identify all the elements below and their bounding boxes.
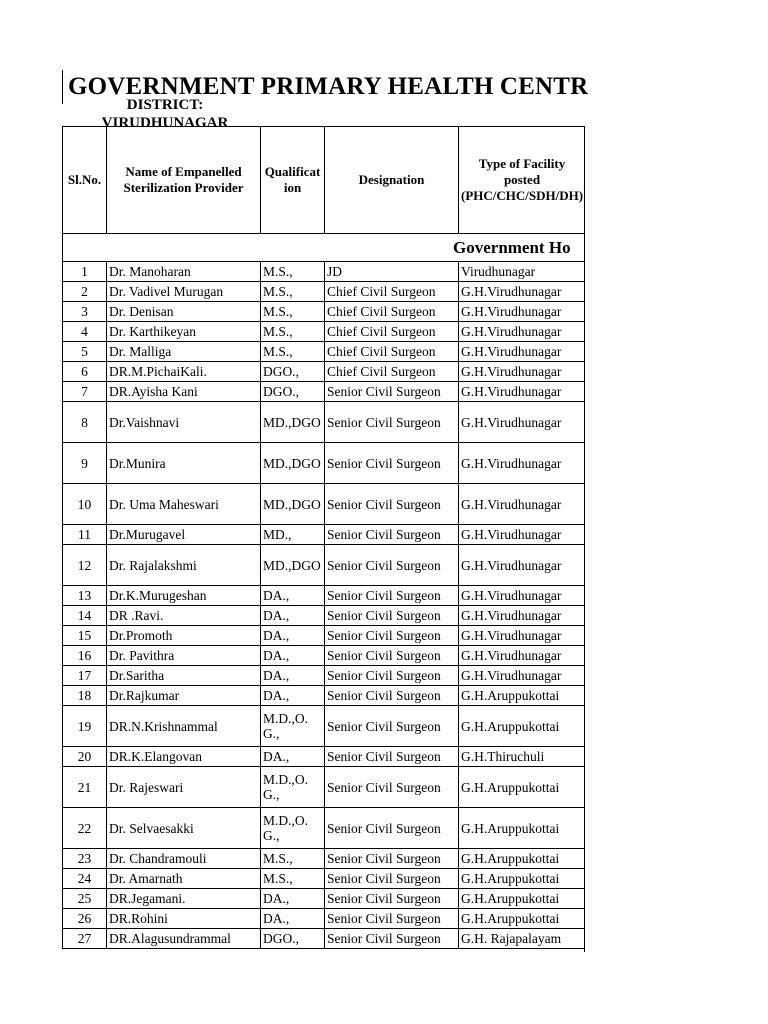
qualification-cell: DGO., bbox=[261, 929, 325, 949]
sl-cell: 26 bbox=[63, 909, 107, 929]
table-row bbox=[63, 302, 586, 322]
table-row bbox=[63, 686, 586, 706]
designation-cell: Senior Civil Surgeon bbox=[325, 443, 459, 484]
designation-cell: JD bbox=[325, 262, 459, 282]
name-cell: Dr. Karthikeyan bbox=[107, 322, 261, 342]
table-row bbox=[63, 909, 586, 929]
qualification-cell: DA., bbox=[261, 686, 325, 706]
table-row bbox=[63, 443, 586, 484]
sl-cell: 18 bbox=[63, 686, 107, 706]
designation-cell: Chief Civil Surgeon bbox=[325, 282, 459, 302]
providers-sheet bbox=[62, 126, 585, 952]
name-cell: Dr. Vadivel Murugan bbox=[107, 282, 261, 302]
name-cell: Dr. Amarnath bbox=[107, 869, 261, 889]
qualification-cell: DA., bbox=[261, 606, 325, 626]
name-cell: Dr. Malliga bbox=[107, 342, 261, 362]
sl-cell: 23 bbox=[63, 849, 107, 869]
facility-cell: G.H.Virudhunagar bbox=[459, 443, 586, 484]
qualification-cell: DA., bbox=[261, 909, 325, 929]
qualification-cell: M.D.,O.G., bbox=[261, 706, 325, 747]
designation-cell: Senior Civil Surgeon bbox=[325, 889, 459, 909]
col-header-name: Name of Empanelled Sterilization Provider bbox=[107, 127, 261, 234]
name-cell: Dr. Chandramouli bbox=[107, 849, 261, 869]
designation-cell: Senior Civil Surgeon bbox=[325, 545, 459, 586]
sl-cell: 13 bbox=[63, 586, 107, 606]
sl-cell: 21 bbox=[63, 767, 107, 808]
qualification-cell: M.D.,O.G., bbox=[261, 808, 325, 849]
sl-cell: 22 bbox=[63, 808, 107, 849]
name-cell: DR .Ravi. bbox=[107, 606, 261, 626]
sl-cell: 27 bbox=[63, 929, 107, 949]
name-cell: Dr. Rajalakshmi bbox=[107, 545, 261, 586]
designation-cell: Chief Civil Surgeon bbox=[325, 322, 459, 342]
sl-cell: 3 bbox=[63, 302, 107, 322]
designation-cell: Senior Civil Surgeon bbox=[325, 747, 459, 767]
designation-cell: Senior Civil Surgeon bbox=[325, 808, 459, 849]
facility-cell: G.H.Thiruchuli bbox=[459, 747, 586, 767]
designation-cell: Senior Civil Surgeon bbox=[325, 909, 459, 929]
qualification-cell: M.S., bbox=[261, 302, 325, 322]
qualification-cell: M.S., bbox=[261, 282, 325, 302]
table-row bbox=[63, 646, 586, 666]
table-row bbox=[63, 545, 586, 586]
facility-cell: G.H.Virudhunagar bbox=[459, 282, 586, 302]
facility-cell: G.H.Aruppukottai bbox=[459, 808, 586, 849]
sl-cell: 20 bbox=[63, 747, 107, 767]
name-cell: Dr.K.Murugeshan bbox=[107, 586, 261, 606]
qualification-cell: DGO., bbox=[261, 362, 325, 382]
qualification-cell: M.S., bbox=[261, 322, 325, 342]
col-header-slno: Sl.No. bbox=[63, 127, 107, 234]
facility-cell: G.H.Aruppukottai bbox=[459, 849, 586, 869]
designation-cell: Senior Civil Surgeon bbox=[325, 586, 459, 606]
designation-cell: Chief Civil Surgeon bbox=[325, 302, 459, 322]
sl-cell: 16 bbox=[63, 646, 107, 666]
sl-cell: 7 bbox=[63, 382, 107, 402]
name-cell: Dr. Uma Maheswari bbox=[107, 484, 261, 525]
designation-cell: Senior Civil Surgeon bbox=[325, 929, 459, 949]
facility-cell: G.H.Virudhunagar bbox=[459, 402, 586, 443]
col-header-designation: Designation bbox=[325, 127, 459, 234]
sl-cell: 2 bbox=[63, 282, 107, 302]
qualification-cell: M.S., bbox=[261, 849, 325, 869]
designation-cell: Senior Civil Surgeon bbox=[325, 646, 459, 666]
name-cell: DR.K.Elangovan bbox=[107, 747, 261, 767]
facility-cell: G.H.Virudhunagar bbox=[459, 302, 586, 322]
facility-cell: G.H. Rajapalayam bbox=[459, 929, 586, 949]
table-row bbox=[63, 402, 586, 443]
table-row bbox=[63, 525, 586, 545]
table-row bbox=[63, 262, 586, 282]
designation-cell: Chief Civil Surgeon bbox=[325, 362, 459, 382]
designation-cell: Senior Civil Surgeon bbox=[325, 686, 459, 706]
section-title: Government Ho bbox=[63, 234, 586, 262]
table-row bbox=[63, 747, 586, 767]
facility-cell: G.H.Aruppukottai bbox=[459, 767, 586, 808]
sl-cell: 8 bbox=[63, 402, 107, 443]
sl-cell: 5 bbox=[63, 342, 107, 362]
sl-cell: 19 bbox=[63, 706, 107, 747]
name-cell: Dr. Pavithra bbox=[107, 646, 261, 666]
table-row bbox=[63, 889, 586, 909]
sl-cell: 11 bbox=[63, 525, 107, 545]
sl-cell: 25 bbox=[63, 889, 107, 909]
facility-cell: G.H.Aruppukottai bbox=[459, 686, 586, 706]
table-row bbox=[63, 282, 586, 302]
table-row bbox=[63, 869, 586, 889]
name-cell: Dr.Promoth bbox=[107, 626, 261, 646]
designation-cell: Senior Civil Surgeon bbox=[325, 706, 459, 747]
qualification-cell: DA., bbox=[261, 586, 325, 606]
facility-cell: G.H.Virudhunagar bbox=[459, 666, 586, 686]
sheet-right-edge bbox=[584, 126, 585, 952]
qualification-cell: DA., bbox=[261, 626, 325, 646]
facility-cell: G.H.Aruppukottai bbox=[459, 889, 586, 909]
sl-cell: 10 bbox=[63, 484, 107, 525]
qualification-cell: M.D.,O.G., bbox=[261, 767, 325, 808]
qualification-cell: MD.,DGO bbox=[261, 402, 325, 443]
sl-cell: 6 bbox=[63, 362, 107, 382]
table-row bbox=[63, 626, 586, 646]
table-row bbox=[63, 606, 586, 626]
qualification-cell: DA., bbox=[261, 889, 325, 909]
sl-cell: 17 bbox=[63, 666, 107, 686]
designation-cell: Senior Civil Surgeon bbox=[325, 626, 459, 646]
facility-cell: G.H.Virudhunagar bbox=[459, 322, 586, 342]
table-row bbox=[63, 484, 586, 525]
name-cell: Dr.Vaishnavi bbox=[107, 402, 261, 443]
designation-cell: Senior Civil Surgeon bbox=[325, 402, 459, 443]
col-header-facility: Type of Facility posted (PHC/CHC/SDH/DH) bbox=[459, 127, 586, 234]
facility-cell: G.H.Virudhunagar bbox=[459, 626, 586, 646]
facility-cell: G.H.Virudhunagar bbox=[459, 586, 586, 606]
table-row bbox=[63, 382, 586, 402]
designation-cell: Senior Civil Surgeon bbox=[325, 382, 459, 402]
facility-cell: G.H.Aruppukottai bbox=[459, 909, 586, 929]
facility-cell: G.H.Virudhunagar bbox=[459, 525, 586, 545]
table-row bbox=[63, 362, 586, 382]
qualification-cell: DA., bbox=[261, 666, 325, 686]
designation-cell: Senior Civil Surgeon bbox=[325, 525, 459, 545]
name-cell: Dr. Denisan bbox=[107, 302, 261, 322]
name-cell: DR.Jegamani. bbox=[107, 889, 261, 909]
name-cell: Dr. Manoharan bbox=[107, 262, 261, 282]
col-header-qualification: Qualification bbox=[261, 127, 325, 234]
facility-cell: Virudhunagar bbox=[459, 262, 586, 282]
facility-cell: G.H.Aruppukottai bbox=[459, 869, 586, 889]
designation-cell: Chief Civil Surgeon bbox=[325, 342, 459, 362]
page-title: GOVERNMENT PRIMARY HEALTH CENTR bbox=[68, 73, 588, 100]
section-row bbox=[63, 234, 586, 262]
qualification-cell: MD.,DGO bbox=[261, 484, 325, 525]
qualification-cell: DGO., bbox=[261, 382, 325, 402]
table-row bbox=[63, 666, 586, 686]
name-cell: DR.M.PichaiKali. bbox=[107, 362, 261, 382]
district-label: DISTRICT: VIRUDHUNAGAR bbox=[101, 97, 229, 131]
name-cell: DR.N.Krishnammal bbox=[107, 706, 261, 747]
name-cell: Dr. Selvaesakki bbox=[107, 808, 261, 849]
qualification-cell: MD.,DGO bbox=[261, 443, 325, 484]
table-row bbox=[63, 808, 586, 849]
title-left-rule bbox=[62, 70, 63, 104]
name-cell: DR.Rohini bbox=[107, 909, 261, 929]
qualification-cell: MD., bbox=[261, 525, 325, 545]
providers-table bbox=[62, 126, 585, 949]
designation-cell: Senior Civil Surgeon bbox=[325, 869, 459, 889]
name-cell: DR.Ayisha Kani bbox=[107, 382, 261, 402]
name-cell: DR.Alagusundrammal bbox=[107, 929, 261, 949]
table-row bbox=[63, 706, 586, 747]
facility-cell: G.H.Virudhunagar bbox=[459, 342, 586, 362]
sl-cell: 24 bbox=[63, 869, 107, 889]
table-row bbox=[63, 849, 586, 869]
sl-cell: 1 bbox=[63, 262, 107, 282]
designation-cell: Senior Civil Surgeon bbox=[325, 767, 459, 808]
facility-cell: G.H.Virudhunagar bbox=[459, 484, 586, 525]
designation-cell: Senior Civil Surgeon bbox=[325, 666, 459, 686]
designation-cell: Senior Civil Surgeon bbox=[325, 606, 459, 626]
sl-cell: 9 bbox=[63, 443, 107, 484]
name-cell: Dr. Rajeswari bbox=[107, 767, 261, 808]
facility-cell: G.H.Aruppukottai bbox=[459, 706, 586, 747]
facility-cell: G.H.Virudhunagar bbox=[459, 646, 586, 666]
sl-cell: 4 bbox=[63, 322, 107, 342]
table-row bbox=[63, 322, 586, 342]
table-row bbox=[63, 767, 586, 808]
facility-cell: G.H.Virudhunagar bbox=[459, 362, 586, 382]
facility-cell: G.H.Virudhunagar bbox=[459, 606, 586, 626]
qualification-cell: DA., bbox=[261, 747, 325, 767]
table-row bbox=[63, 929, 586, 949]
designation-cell: Senior Civil Surgeon bbox=[325, 484, 459, 525]
name-cell: Dr.Murugavel bbox=[107, 525, 261, 545]
facility-cell: G.H.Virudhunagar bbox=[459, 382, 586, 402]
name-cell: Dr.Munira bbox=[107, 443, 261, 484]
qualification-cell: M.S., bbox=[261, 869, 325, 889]
table-header-row bbox=[63, 127, 586, 234]
qualification-cell: MD.,DGO bbox=[261, 545, 325, 586]
sl-cell: 15 bbox=[63, 626, 107, 646]
table-row bbox=[63, 586, 586, 606]
sl-cell: 14 bbox=[63, 606, 107, 626]
name-cell: Dr.Saritha bbox=[107, 666, 261, 686]
facility-cell: G.H.Virudhunagar bbox=[459, 545, 586, 586]
name-cell: Dr.Rajkumar bbox=[107, 686, 261, 706]
designation-cell: Senior Civil Surgeon bbox=[325, 849, 459, 869]
qualification-cell: M.S., bbox=[261, 342, 325, 362]
table-row bbox=[63, 342, 586, 362]
sl-cell: 12 bbox=[63, 545, 107, 586]
qualification-cell: DA., bbox=[261, 646, 325, 666]
qualification-cell: M.S., bbox=[261, 262, 325, 282]
